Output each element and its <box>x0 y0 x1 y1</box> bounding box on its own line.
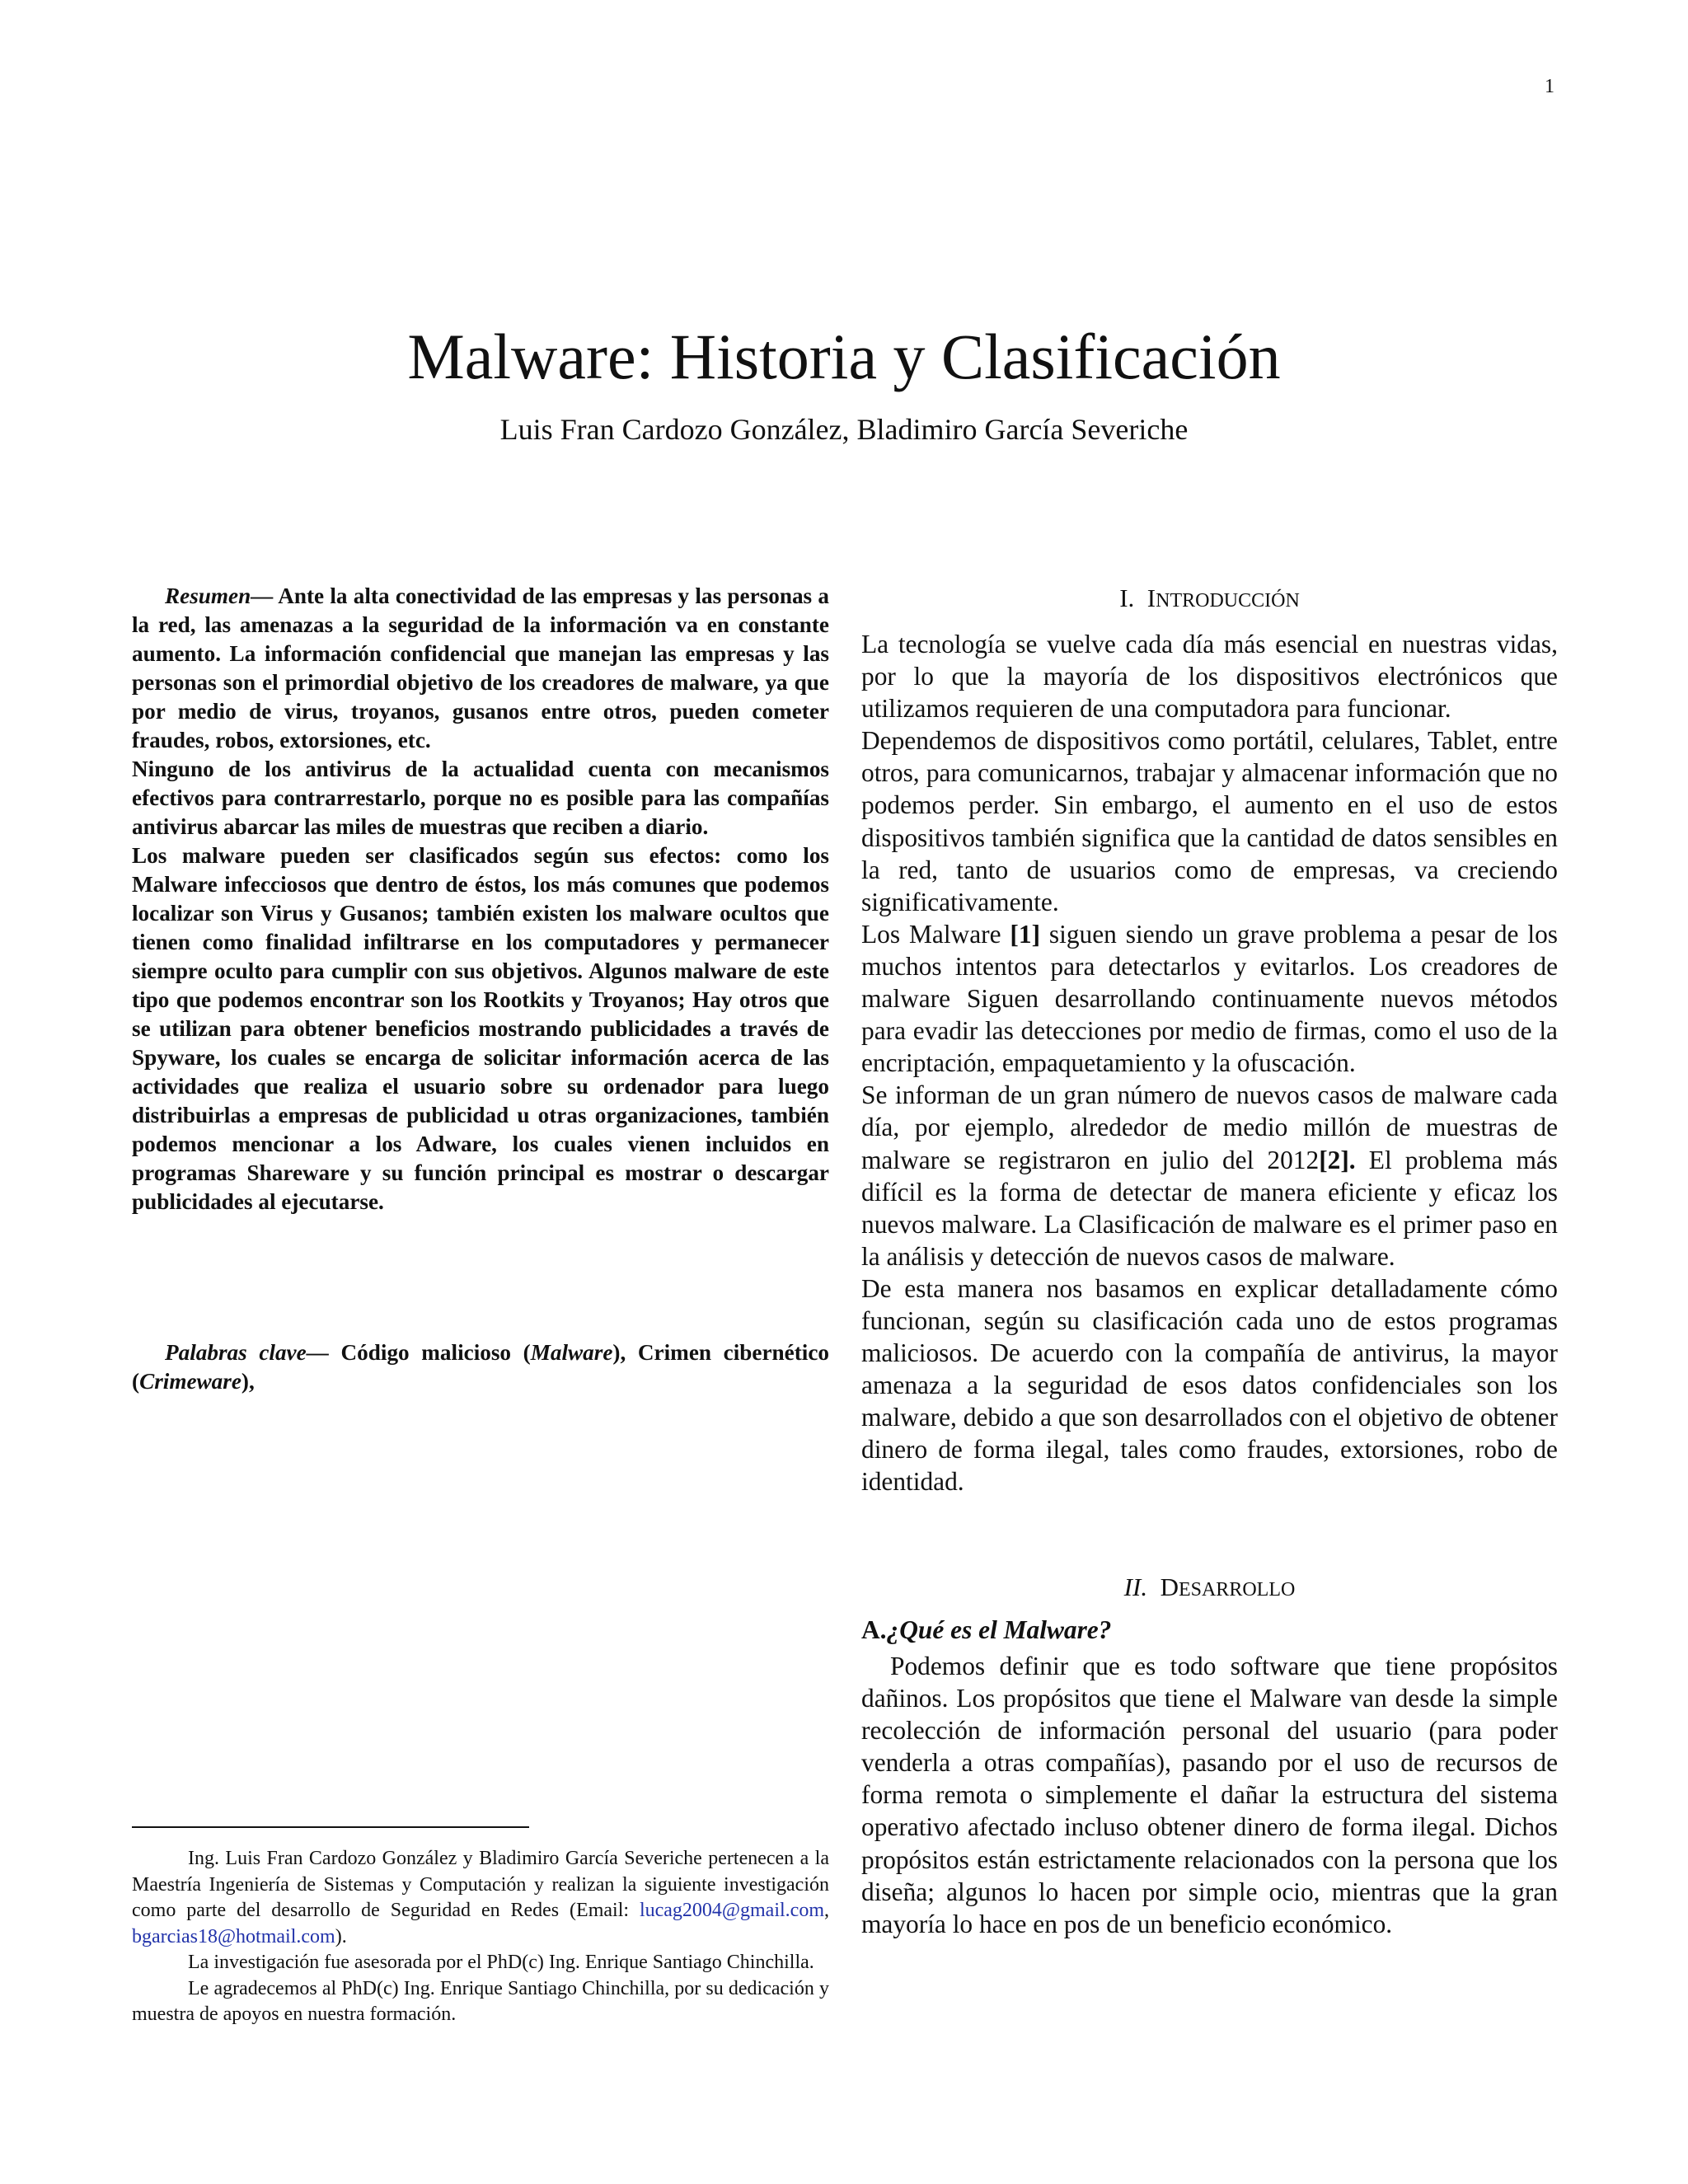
page-number: 1 <box>1545 76 1554 97</box>
abstract-paragraph: Los malware pueden ser clasificados según sus efectos: como los Malware infecciosos que dentro de éstos, los más comunes que podemos localizar son Virus y Gusanos; también existen los malware ocultos que tienen como finalidad infiltrarse en los computadores y permanecer siempre oculto para cumplir con sus objetivos. Algunos malware de este tipo que podemos encontrar son los Rootkits y Troyanos; Hay otros que se utilizan para obtener beneficios mostrando publicidades a través de Spyware, los cuales se encarga de solicitar información acerca de las actividades que realiza el usuario sobre su ordenador para luego distribuirlas a empresas de publicidad u otras organizaciones, también podemos mencionar a los Adware, los cuales vienen incluidos en programas Shareware y su función principal es mostrar o descargar publicidades al ejecutarse. <box>132 843 829 1214</box>
footnote: Le agradecemos al PhD(c) Ing. Enrique Santiago Chinchilla, por su dedicación y muestra de apoyos en nuestra formación. <box>132 1977 829 2025</box>
body-text: Se informan de un gran número de nuevos casos de malware cada día, por ejemplo, alrededor de medio millón de muestras de malware se registraron en julio del 2012 <box>861 1080 1558 1174</box>
body-text: Los Malware <box>861 919 1010 949</box>
keywords <box>132 1338 829 1396</box>
footnote: La investigación fue asesorada por el PhD(c) Ing. Enrique Santiago Chinchilla. <box>188 1952 814 1973</box>
email-link[interactable]: lucag2004@gmail.com <box>639 1900 824 1921</box>
section-title-initial: D <box>1160 1572 1179 1601</box>
keywords-text: ), Crimen cibernético ( <box>132 1340 829 1394</box>
paper-title: Malware: Historia y Clasificación <box>407 321 1281 392</box>
subsection-heading <box>861 1615 1558 1645</box>
keywords-text: ), <box>241 1369 255 1394</box>
keywords-label: Palabras clave— <box>165 1340 329 1365</box>
abstract-label: Resumen— <box>165 583 274 608</box>
footnotes <box>132 1846 829 2028</box>
body-paragraph: De esta manera nos basamos en explicar detalladamente cómo funcionan, según su clasificación cada uno de estos programas maliciosos. De acuerdo con la compañía de antivirus, la mayor amenaza a la seguridad de esos datos confidenciales son los malware, debido a que son desarrollados con el objetivo de obtener dinero de forma ilegal, tales como fraudes, extorsiones, robo de identidad. <box>861 1273 1558 1497</box>
keyword-term: Malware <box>530 1340 613 1365</box>
keywords-text: Código malicioso ( <box>328 1340 531 1365</box>
body-paragraph <box>861 1079 1558 1272</box>
section-title-rest: NTRODUCCIÓN <box>1156 590 1300 612</box>
footnote <box>132 1846 829 1950</box>
abstract-paragraph <box>132 582 829 755</box>
abstract <box>132 582 829 1216</box>
body-paragraph: La tecnología se vuelve cada día más esencial en nuestras vidas, por lo que la mayoría de los dispositivos electrónicos que utilizamos requieren de una computadora para funcionar. <box>861 630 1558 724</box>
body-text: siguen siendo un grave problema a pesar de los muchos intentos para detectarlos y evitarlos. Los creadores de malware Siguen desarrollando continuamente nuevos métodos para evadir las detecciones por medio de firmas, como el uso de la encriptación, empaquetamiento y la ofuscación. <box>861 919 1558 1078</box>
footnote-text: ). <box>335 1925 347 1947</box>
body-text: El problema más difícil es la forma de detectar de manera eficiente y eficaz los nuevos malware. La Clasificación de malware es el primer paso en la análisis y detección de nuevos casos de malware. <box>861 1145 1559 1271</box>
email-link[interactable]: bgarcias18@hotmail.com <box>132 1925 335 1947</box>
section-number: I. <box>1119 583 1135 612</box>
footnote-text: , <box>824 1900 829 1921</box>
paper-authors: Luis Fran Cardozo González, Bladimiro García Severiche <box>499 413 1189 446</box>
section-number: II. <box>1123 1572 1148 1601</box>
footnote-text: Ing. Luis Fran Cardozo González y Bladimiro García Severiche pertenecen a la Maestría Ingeniería de Sistemas y Computación y realizan la siguiente investigación como parte del desarrollo de Seguridad en Redes (Email: <box>132 1848 829 1921</box>
section-heading-desarrollo <box>861 1572 1558 1602</box>
subsection-letter: A. <box>861 1615 887 1644</box>
subsection-title: ¿Qué es el Malware? <box>886 1615 1112 1644</box>
body-paragraph: Dependemos de dispositivos como portátil, celulares, Tablet, entre otros, para comunicarnos, trabajar y almacenar información que no podemos perder. Sin embargo, el aumento en el uso de estos dispositivos también significa que la cantidad de datos sensibles en la red, tanto de usuarios como de empresas, va creciendo significativamente. <box>861 726 1558 916</box>
desarrollo-body: Podemos definir que es todo software que tiene propósitos dañinos. Los propósitos que tiene el Malware van desde la simple recolección de información personal del usuario (para poder venderla a otras compañías), pasando por el uso de recursos de forma remota o simplemente el dañar la estructura del sistema operativo afectado incluso obtener dinero de forma ilegal. Dichos propósitos están estrictamente relacionados con la persona que los diseña; algunos lo hacen por simple ocio, mientras que la gran mayoría lo hace en pos de un beneficio económico. <box>861 1652 1558 1938</box>
abstract-text: Ante la alta conectividad de las empresas y las personas a la red, las amenazas a la seguridad de la información va en constante aumento. La información confidencial que manejan las empresas y las personas son el primordial objetivo de los creadores de malware, ya que por medio de virus, troyanos, gusanos entre otros, pueden cometer fraudes, robos, extorsiones, etc. <box>132 583 829 752</box>
section-heading-introduccion <box>861 583 1558 613</box>
section-title-initial: I <box>1146 583 1156 612</box>
citation: [1] <box>1010 919 1041 949</box>
introduction-body <box>861 628 1558 1498</box>
citation: [2]. <box>1319 1145 1356 1174</box>
footnote-divider <box>132 1826 529 1828</box>
body-paragraph <box>861 918 1558 1079</box>
keyword-term: Crimeware <box>139 1369 241 1394</box>
abstract-paragraph: Ninguno de los antivirus de la actualidad cuenta con mecanismos efectivos para contrarrestarlo, porque no es posible para las compañías antivirus abarcar las miles de muestras que reciben a diario. <box>132 757 829 839</box>
section-title-rest: ESARROLLO <box>1178 1579 1296 1601</box>
